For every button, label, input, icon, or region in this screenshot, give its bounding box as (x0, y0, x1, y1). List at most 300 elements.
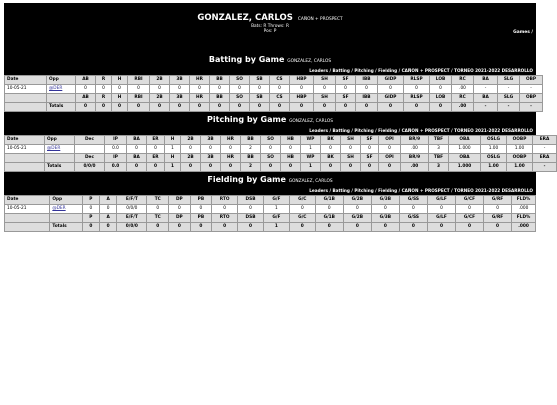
pitching-section-title (4, 112, 536, 127)
position: Pos: P (263, 29, 277, 34)
pitching-cell: 0 (147, 163, 165, 172)
batting-cell: SF (336, 76, 356, 85)
fielding-cell: 0 (82, 205, 99, 214)
batting-nav-links (4, 67, 536, 75)
pitching-cell: Totals (45, 163, 75, 172)
nav-link-pitching[interactable]: Pitching (354, 188, 374, 193)
batting-cell: 0 (250, 103, 270, 112)
pitching-footer-header-row (5, 154, 557, 163)
batting-cell: SO (230, 76, 250, 85)
fielding-cell: 0 (238, 223, 264, 232)
nav-separator: / (327, 128, 333, 133)
pitching-cell: 1.00 (481, 145, 507, 154)
batting-cell: 0 (96, 103, 112, 112)
fielding-cell: G/1B (315, 196, 343, 205)
pitching-cell: 0 (261, 163, 281, 172)
fielding-cell: 0 (371, 223, 399, 232)
batting-cell: AB (76, 94, 96, 103)
fielding-cell: .000 (512, 223, 536, 232)
pitching-header-row (5, 136, 557, 145)
batting-cell: 0 (128, 103, 150, 112)
pitching-cell: ER (147, 154, 165, 163)
fielding-footer-header-row (5, 214, 536, 223)
pitching-cell: SF (361, 136, 379, 145)
batting-cell: .00 (452, 103, 474, 112)
pitching-cell: 0 (361, 163, 379, 172)
nav-separator: / (397, 188, 402, 193)
nav-link-tournament[interactable]: TORNEO 2021-2022 DESARROLLO (454, 68, 533, 73)
nav-link-pitching[interactable]: Pitching (354, 68, 374, 73)
pitching-totals-row (5, 163, 557, 172)
batting-cell: BB (210, 76, 230, 85)
fielding-cell: 0 (289, 205, 315, 214)
pitching-nav-links (4, 127, 536, 135)
pitching-cell: 0 (281, 145, 301, 154)
batting-cell: SB (250, 94, 270, 103)
batting-cell: H (112, 94, 128, 103)
fielding-subtitle: GONZALEZ, CARLOS (288, 179, 333, 184)
nav-link-fielding[interactable]: Fielding (378, 128, 398, 133)
pitching-cell: ERA (533, 154, 557, 163)
pitching-cell: 0 (147, 145, 165, 154)
pitching-cell: 3B (201, 154, 221, 163)
pitching-subtitle: GONZALEZ, CARLOS (289, 119, 333, 124)
batting-cell: 0 (314, 103, 336, 112)
pitching-cell: 0 (221, 145, 241, 154)
fielding-cell: 0 (212, 205, 238, 214)
pitching-cell: 1.000 (449, 145, 481, 154)
pitching-cell: TBF (429, 136, 449, 145)
pitching-cell: 0 (127, 145, 147, 154)
fielding-cell: G/LF (427, 196, 455, 205)
fielding-cell: TC (147, 214, 169, 223)
batting-cell: 0 (230, 103, 250, 112)
batting-cell: 0 (76, 85, 96, 94)
fielding-cell: G/CF (455, 196, 483, 205)
fielding-cell: FLD% (512, 196, 536, 205)
nav-link-fielding[interactable]: Fielding (378, 188, 398, 193)
pitching-cell: H (165, 136, 181, 145)
batting-cell: Date (5, 76, 47, 85)
opponent-link[interactable]: @DER (49, 86, 63, 91)
fielding-cell: 0 (427, 205, 455, 214)
batting-cell: 0 (270, 103, 290, 112)
nav-separator: / (327, 188, 333, 193)
nav-link-batting[interactable]: Batting (332, 188, 350, 193)
fielding-cell: G/3B (371, 214, 399, 223)
pitching-cell: .00 (401, 145, 429, 154)
fielding-cell: 0 (99, 223, 116, 232)
pitching-cell: SO (261, 136, 281, 145)
pitching-cell: BB (241, 154, 261, 163)
batting-cell: SO (230, 94, 250, 103)
fielding-cell: E/F/T (117, 214, 147, 223)
batting-cell (47, 85, 76, 94)
batting-cell: - (520, 85, 543, 94)
batting-title: Batting by Game (208, 55, 285, 64)
fielding-cell: 0 (343, 205, 371, 214)
fielding-cell: 0 (147, 205, 169, 214)
batting-cell: RLSP (404, 76, 430, 85)
nav-separator: / (349, 188, 355, 193)
fielding-cell: 0 (147, 223, 169, 232)
batting-cell: IBB (356, 76, 378, 85)
pitching-cell: BR/9 (401, 136, 429, 145)
batting-cell: GIDP (378, 94, 404, 103)
pitching-cell: ER (147, 136, 165, 145)
table-row (5, 205, 536, 214)
batting-totals-row (5, 103, 543, 112)
batting-cell: .00 (452, 85, 474, 94)
pitching-cell: 0 (341, 145, 361, 154)
fielding-cell: P (82, 214, 99, 223)
batting-cell: BA (474, 76, 498, 85)
pitching-cell: 0/0/0 (75, 163, 105, 172)
batting-cell: H (112, 76, 128, 85)
batting-cell: 0 (210, 85, 230, 94)
pitching-cell: 0 (201, 163, 221, 172)
table-row (5, 145, 557, 154)
opponent-link[interactable]: @DER (52, 206, 66, 211)
batting-cell: 2B (150, 76, 170, 85)
fielding-cell: A (99, 196, 116, 205)
batting-cell: SLG (498, 94, 520, 103)
nav-separator: / (449, 188, 455, 193)
fielding-cell: A (99, 214, 116, 223)
pitching-cell: 0 (321, 145, 341, 154)
pitching-cell (5, 163, 45, 172)
nav-separator: / (327, 68, 333, 73)
batting-subtitle: GONZALEZ, CARLOS (287, 59, 332, 64)
batting-cell: RBI (128, 94, 150, 103)
pitching-cell: 1.00 (507, 163, 533, 172)
fielding-cell: G/F (263, 214, 289, 223)
pitching-cell: WP (301, 154, 321, 163)
batting-cell: SH (314, 94, 336, 103)
fielding-nav-links (4, 187, 536, 195)
batting-cell: - (474, 103, 498, 112)
pitching-cell: 1.00 (507, 145, 533, 154)
pitching-cell (45, 145, 75, 154)
batting-cell: BB (210, 94, 230, 103)
pitching-cell: BK (321, 154, 341, 163)
batting-cell: RC (452, 76, 474, 85)
fielding-cell: PB (190, 214, 212, 223)
batting-cell: CS (270, 94, 290, 103)
pitching-cell: HB (281, 154, 301, 163)
batting-cell: 0 (290, 85, 314, 94)
batting-cell: 0 (112, 85, 128, 94)
batting-cell: 0 (170, 85, 190, 94)
fielding-cell: 0 (238, 205, 264, 214)
fielding-section-title (4, 172, 536, 187)
nav-separator: / (397, 128, 402, 133)
batting-cell: 0 (96, 85, 112, 94)
pitching-cell: 1 (301, 163, 321, 172)
fielding-cell: G/RF (484, 214, 512, 223)
fielding-cell: 0/0/0 (117, 205, 147, 214)
nav-link-batting[interactable]: Batting (332, 128, 350, 133)
batting-cell: 0 (128, 85, 150, 94)
fielding-cell: 0 (484, 223, 512, 232)
batting-cell: RLSP (404, 94, 430, 103)
batting-cell: 0 (378, 85, 404, 94)
nav-link-pitching[interactable]: Pitching (354, 128, 374, 133)
fielding-cell: Opp (50, 196, 82, 205)
pitching-cell: 0 (379, 145, 401, 154)
fielding-cell: TC (147, 196, 169, 205)
fielding-cell: G/1B (315, 214, 343, 223)
nav-link-leaders[interactable]: Leaders (309, 188, 328, 193)
pitching-cell: SH (341, 136, 361, 145)
pitching-cell: 0 (221, 163, 241, 172)
batting-cell: IBB (356, 94, 378, 103)
fielding-cell (50, 205, 82, 214)
fielding-cell: G/2B (343, 214, 371, 223)
pitching-cell: 2B (181, 154, 201, 163)
batting-cell: R (96, 94, 112, 103)
batting-cell: 0 (270, 85, 290, 94)
pitching-cell: SO (261, 154, 281, 163)
batting-cell: 0 (76, 103, 96, 112)
batting-cell: 2B (150, 94, 170, 103)
nav-link-team[interactable]: CAÑON + PROSPECT (401, 188, 450, 193)
batting-cell: 0 (210, 103, 230, 112)
nav-link-fielding[interactable]: Fielding (378, 68, 398, 73)
fielding-cell: .000 (512, 205, 536, 214)
batting-section-title (4, 52, 536, 67)
nav-link-leaders[interactable]: Leaders (309, 128, 328, 133)
pitching-cell: 2 (241, 163, 261, 172)
fielding-cell: G/RF (484, 196, 512, 205)
batting-cell: 0 (430, 103, 452, 112)
fielding-cell: G/2B (343, 196, 371, 205)
pitching-table (4, 135, 557, 172)
fielding-cell: 0 (190, 205, 212, 214)
batting-cell: 0 (170, 103, 190, 112)
fielding-cell: 0 (190, 223, 212, 232)
nav-separator: / (449, 68, 455, 73)
batting-cell: Totals (47, 103, 76, 112)
pitching-cell: 1 (301, 145, 321, 154)
fielding-cell: P (82, 196, 99, 205)
pitching-cell: OBA (449, 154, 481, 163)
pitching-cell: HR (221, 154, 241, 163)
pitching-cell (5, 154, 45, 163)
nav-link-tournament[interactable]: TORNEO 2021-2022 DESARROLLO (454, 188, 533, 193)
batting-cell: CS (270, 76, 290, 85)
pitching-cell: OSLG (481, 136, 507, 145)
fielding-header-row (5, 196, 536, 205)
fielding-cell: DSB (238, 196, 264, 205)
player-title-line (4, 5, 536, 24)
pitching-cell: BK (321, 136, 341, 145)
batting-cell: 0 (356, 103, 378, 112)
fielding-cell: G/SS (399, 214, 427, 223)
pitching-cell: 0 (361, 145, 379, 154)
bats-throws: Bats: R Throws: R (251, 24, 289, 29)
pitching-cell: 0 (379, 163, 401, 172)
batting-cell: 3B (170, 94, 190, 103)
fielding-cell: 0 (99, 205, 116, 214)
pitching-cell: HR (221, 136, 241, 145)
batting-cell (47, 94, 76, 103)
batting-cell: HBP (290, 94, 314, 103)
batting-cell: SLG (498, 76, 520, 85)
fielding-cell: E/F/T (117, 196, 147, 205)
pitching-cell: OOBP (507, 136, 533, 145)
fielding-cell: 0 (455, 223, 483, 232)
pitching-cell: 10-05-21 (5, 145, 45, 154)
batting-cell: LOB (430, 76, 452, 85)
nav-link-tournament[interactable]: TORNEO 2021-2022 DESARROLLO (454, 128, 533, 133)
nav-link-leaders[interactable]: Leaders (309, 68, 328, 73)
pitching-cell: 0 (201, 145, 221, 154)
fielding-cell: 0 (169, 223, 191, 232)
table-row (5, 85, 543, 94)
batting-table (4, 75, 543, 112)
fielding-cell: G/C (289, 214, 315, 223)
pitching-cell: - (533, 145, 557, 154)
pitching-cell: SF (361, 154, 379, 163)
pitching-cell: 0 (181, 145, 201, 154)
nav-separator: / (349, 128, 355, 133)
pitching-cell: BA (127, 154, 147, 163)
player-name: GONZALEZ, CARLOS (197, 13, 293, 23)
pitching-cell: 0 (261, 145, 281, 154)
pitching-cell: 0.0 (105, 163, 127, 172)
fielding-cell: 0 (371, 205, 399, 214)
fielding-cell: 0 (212, 223, 238, 232)
pitching-cell: 0 (341, 163, 361, 172)
fielding-cell: 0 (484, 205, 512, 214)
fielding-cell: RTO (212, 196, 238, 205)
nav-link-team[interactable]: CAÑON + PROSPECT (401, 68, 450, 73)
fielding-cell: G/LF (427, 214, 455, 223)
batting-cell: 0 (112, 103, 128, 112)
batting-cell: - (474, 85, 498, 94)
fielding-title: Fielding by Game (207, 175, 286, 184)
fielding-cell: 10-05-21 (5, 205, 50, 214)
pitching-cell: 0 (127, 163, 147, 172)
nav-separator: / (373, 188, 379, 193)
pitching-cell: 0 (321, 163, 341, 172)
fielding-cell (5, 214, 50, 223)
fielding-cell: Totals (50, 223, 82, 232)
nav-separator: / (449, 128, 455, 133)
pitching-cell: BB (241, 136, 261, 145)
pitching-cell: WP (301, 136, 321, 145)
fielding-cell: FLD% (512, 214, 536, 223)
batting-cell: SH (314, 76, 336, 85)
pitching-cell: Opp (45, 136, 75, 145)
fielding-cell: G/F (263, 196, 289, 205)
batting-cell: 0 (356, 85, 378, 94)
pitching-cell: IP (105, 154, 127, 163)
nav-separator: / (373, 128, 379, 133)
batting-cell: SF (336, 94, 356, 103)
pitching-cell: .00 (401, 163, 429, 172)
fielding-cell: 0 (399, 205, 427, 214)
batting-cell: RBI (128, 76, 150, 85)
batting-cell: 0 (314, 85, 336, 94)
fielding-cell: 0 (169, 205, 191, 214)
fielding-cell: Date (5, 196, 50, 205)
batting-cell: HBP (290, 76, 314, 85)
pitching-cell (75, 145, 105, 154)
fielding-cell: 0 (427, 223, 455, 232)
fielding-cell: DSB (238, 214, 264, 223)
pitching-cell: 1 (165, 163, 181, 172)
batting-cell: 0 (290, 103, 314, 112)
pitching-cell: OOBP (507, 154, 533, 163)
fielding-cell: G/3B (371, 196, 399, 205)
batting-cell: GIDP (378, 76, 404, 85)
pitching-cell: Date (5, 136, 45, 145)
nav-separator: / (397, 68, 402, 73)
nav-link-team[interactable]: CAÑON + PROSPECT (401, 128, 450, 133)
pitching-cell: BR/9 (401, 154, 429, 163)
nav-separator: / (373, 68, 379, 73)
pitching-cell (45, 154, 75, 163)
batting-cell: 0 (378, 103, 404, 112)
fielding-cell: RTO (212, 214, 238, 223)
batting-cell: R (96, 76, 112, 85)
fielding-cell: DP (169, 196, 191, 205)
nav-link-batting[interactable]: Batting (332, 68, 350, 73)
fielding-totals-row (5, 223, 536, 232)
batting-cell: - (498, 103, 520, 112)
pitching-cell: OPI (379, 136, 401, 145)
batting-cell: 0 (336, 103, 356, 112)
pitching-cell: BA (127, 136, 147, 145)
batting-cell: 0 (190, 103, 210, 112)
batting-cell: HR (190, 94, 210, 103)
opponent-link[interactable]: @DER (47, 146, 61, 151)
batting-cell: 10-05-21 (5, 85, 47, 94)
pitching-cell: 1.000 (449, 163, 481, 172)
fielding-cell: 0 (343, 223, 371, 232)
batting-cell: 0 (230, 85, 250, 94)
batting-cell: 0 (150, 85, 170, 94)
player-header (4, 3, 536, 52)
fielding-cell: G/CF (455, 214, 483, 223)
fielding-cell: 0 (315, 205, 343, 214)
batting-cell: 0 (430, 85, 452, 94)
batting-cell: 0 (336, 85, 356, 94)
pitching-cell: SH (341, 154, 361, 163)
pitching-cell: 0.0 (105, 145, 127, 154)
batting-cell: - (520, 103, 543, 112)
pitching-cell: 1.00 (481, 163, 507, 172)
batting-cell: AB (76, 76, 96, 85)
pitching-cell: TBF (429, 154, 449, 163)
pitching-cell: 3B (201, 136, 221, 145)
fielding-cell: 0/0/0 (117, 223, 147, 232)
pitching-cell: 3 (429, 163, 449, 172)
batting-cell: RC (452, 94, 474, 103)
pitching-cell: H (165, 154, 181, 163)
batting-footer-header-row (5, 94, 543, 103)
batting-cell: SB (250, 76, 270, 85)
pitching-cell: HB (281, 136, 301, 145)
header-spacer (4, 34, 536, 52)
batting-cell: 0 (250, 85, 270, 94)
fielding-cell (50, 214, 82, 223)
fielding-cell: 0 (289, 223, 315, 232)
games-link[interactable]: Games / (513, 30, 533, 35)
pitching-cell: 0 (181, 163, 201, 172)
